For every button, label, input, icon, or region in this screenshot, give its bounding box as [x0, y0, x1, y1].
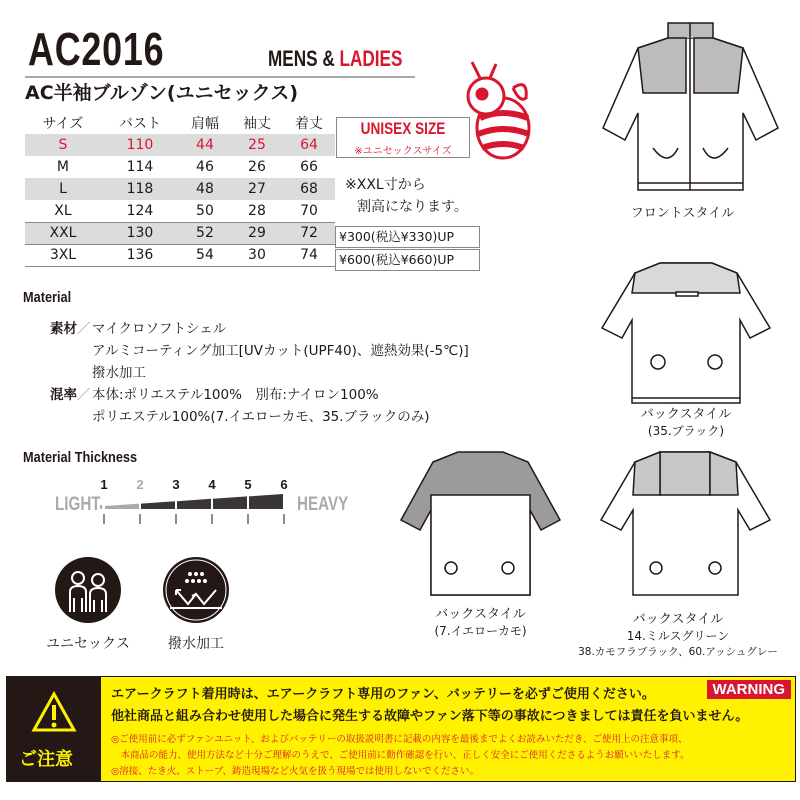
back-black-label [600, 403, 772, 439]
col-header: 肩幅 [190, 116, 219, 132]
size-cell: 118 [101, 178, 179, 200]
thickness-scale [100, 476, 290, 528]
feature-label: 撥水加工 [168, 636, 224, 652]
size-cell: 52 [179, 222, 231, 244]
size-cell: 66 [300, 159, 318, 175]
scale-level: 1 [100, 477, 108, 492]
gender-mens: MENS & [268, 46, 335, 71]
size-row [25, 178, 335, 200]
size-cell: 50 [196, 202, 214, 219]
warning-badge: WARNING [707, 680, 792, 699]
size-cell: M [56, 159, 70, 175]
col-header: 袖丈 [242, 116, 271, 132]
separator: ／ [77, 387, 91, 403]
gender-label [268, 46, 402, 72]
warning-line: ◎ご使用前に必ずファンユニット、およびバッテリーの取扱説明書に記載の内容を最後までよくお読みいただき、ご使用上の注意事項、 [111, 734, 688, 745]
scale-segment [177, 499, 211, 509]
size-cell: 28 [248, 202, 266, 219]
product-name: AC半袖ブルゾン(ユニセックス) [25, 82, 299, 104]
light-label: LIGHT [55, 494, 101, 515]
unisex-subtitle: ※ユニセックスサイズ [354, 146, 452, 157]
price-3xl: ¥600(税込¥660)UP [335, 249, 480, 271]
size-cell: XXL [25, 222, 101, 244]
water-repellent-icon [162, 556, 230, 624]
back-jacket-black-image [600, 258, 772, 408]
col-header: バスト [118, 116, 161, 132]
size-cell: 48 [179, 178, 231, 200]
warning-line: 他社商品と組み合わせ使用した場合に発生する故障やファン落下等の事故につきましては責任を負いません。 [111, 709, 749, 724]
separator: ／ [77, 321, 91, 337]
warning-line: 本商品の能力、使用方法など十分ご理解のうえで、ご使用前に動作確認を行い、正しく安全にご使用くださるようお願いいたします。 [111, 750, 690, 761]
gender-ladies: LADIES [339, 46, 403, 71]
scale-segment [100, 505, 102, 509]
material-line: ポリエステル100%(7.イエローカモ、35.ブラックのみ) [92, 409, 430, 425]
size-cell: 25 [231, 134, 283, 156]
size-cell: 54 [179, 244, 231, 266]
caution-panel [7, 677, 101, 781]
size-cell: 64 [283, 134, 335, 156]
scale-segment [105, 504, 139, 509]
warning-triangle-icon [31, 691, 77, 733]
unisex-size-badge [336, 117, 470, 158]
feature-label: ユニセックス [46, 636, 130, 652]
back-camo-label [398, 603, 563, 639]
caption-line: (7.イエローカモ) [434, 624, 527, 638]
scale-segment [213, 496, 247, 509]
material-heading: Material [23, 289, 72, 306]
caption-line: バックスタイル [640, 407, 732, 422]
scale-level: 4 [208, 477, 216, 492]
size-row [25, 134, 335, 156]
caution-label: ご注意 [19, 749, 73, 770]
scale-level: 3 [172, 477, 180, 492]
size-cell: 46 [196, 159, 214, 175]
warning-banner [6, 676, 796, 782]
blend-label [50, 384, 92, 406]
front-style-label: フロントスタイル [630, 206, 735, 221]
material-line: 撥水加工 [92, 365, 146, 381]
size-cell: S [25, 134, 101, 156]
model-number: AC2016 [28, 23, 165, 75]
front-jacket-image [598, 18, 783, 198]
size-cell: 130 [101, 222, 179, 244]
material-line: マイクロソフトシェル [92, 321, 227, 337]
thickness-heading: Material Thickness [23, 449, 138, 466]
size-cell: 70 [300, 202, 318, 219]
caption-line: バックスタイル [435, 607, 526, 622]
scale-level: 6 [280, 477, 288, 492]
bee-mascot-icon [458, 58, 533, 163]
scale-level: 2 [136, 477, 144, 492]
heavy-label: HEAVY [297, 494, 349, 515]
scale-segment [141, 501, 175, 509]
back-green-label [578, 608, 778, 659]
back-jacket-green-image [598, 450, 773, 600]
caption-line: 14.ミルスグリーン [626, 629, 730, 643]
size-cell: 3XL [25, 244, 101, 266]
price-xxl: ¥300(税込¥330)UP [335, 226, 480, 248]
note-line: 割高になります。 [357, 199, 468, 215]
size-cell: 29 [231, 222, 283, 244]
size-cell: 136 [101, 244, 179, 266]
size-cell: 114 [126, 159, 154, 175]
size-row [25, 244, 335, 266]
warning-line: ◎溶接、たき火、ストーブ、鋳造現場など火気を扱う現場では使用しないでください。 [111, 766, 480, 777]
col-header: サイズ [42, 116, 84, 132]
size-cell: 124 [126, 202, 154, 219]
material-line: 本体:ポリエステル100% 別布:ナイロン100% [92, 387, 379, 403]
size-cell: 27 [231, 178, 283, 200]
unisex-icon [54, 556, 122, 624]
size-row [25, 156, 335, 178]
size-cell: 72 [283, 222, 335, 244]
size-cell: 30 [231, 244, 283, 266]
unisex-title: UNISEX SIZE [360, 119, 446, 138]
size-cell: XL [54, 202, 72, 219]
material-line: アルミコーティング加工[UVカット(UPF40)、遮熱効果(-5℃)] [92, 343, 469, 359]
size-cell: 110 [101, 134, 179, 156]
back-jacket-camo-image [398, 450, 563, 600]
size-row [25, 222, 335, 244]
size-cell: 68 [283, 178, 335, 200]
size-cell: 74 [283, 244, 335, 266]
caption-line: 38.カモフラブラック、60.アッシュグレー [578, 646, 778, 658]
size-table [25, 112, 335, 267]
size-note [345, 174, 468, 218]
material-details [50, 318, 469, 428]
size-cell: 44 [179, 134, 231, 156]
scale-level: 5 [244, 477, 252, 492]
size-row [25, 200, 335, 222]
warning-line: エアークラフト着用時は、エアークラフト専用のファン、バッテリーを必ずご使用ください。 [111, 687, 655, 702]
label-text: 混率 [50, 387, 77, 403]
caption-line: (35.ブラック) [647, 424, 725, 438]
material-label [50, 318, 92, 340]
caption-line: バックスタイル [632, 612, 724, 627]
size-cell: L [25, 178, 101, 200]
scale-segment [249, 494, 283, 509]
note-line: ※XXL寸から [345, 177, 426, 193]
size-cell: 26 [248, 159, 266, 175]
col-header: 着丈 [294, 116, 323, 132]
label-text: 素材 [50, 321, 77, 337]
